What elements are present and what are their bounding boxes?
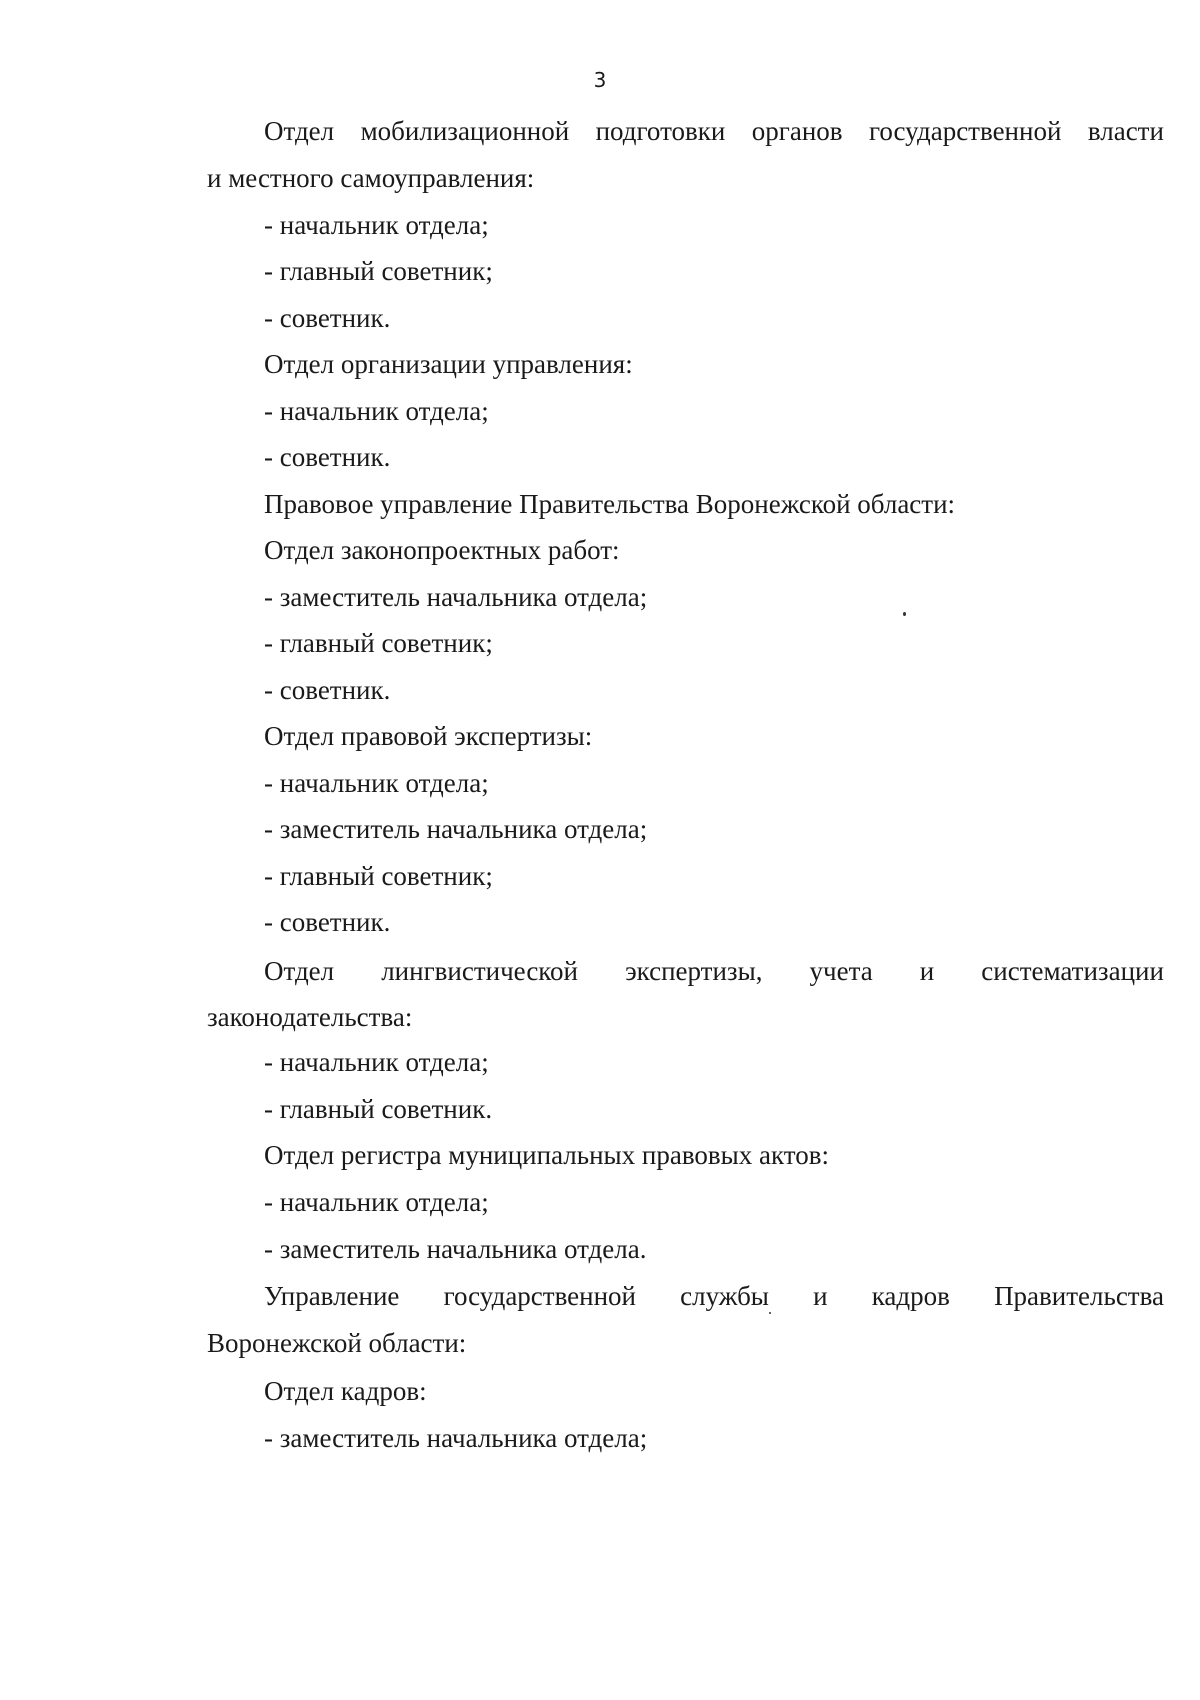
list-item: - главный советник. (264, 1094, 493, 1124)
list-item: - начальник отдела; (264, 210, 489, 240)
word: Управление (264, 1281, 400, 1311)
section-heading (264, 958, 1164, 985)
section-heading: Отдел законопроектных работ: (264, 535, 620, 565)
section-heading: Отдел регистра муниципальных правовых актов: (264, 1140, 829, 1170)
word: систематизации (981, 956, 1164, 986)
paragraph-line (264, 118, 1164, 145)
list-item: - заместитель начальника отдела. (264, 1234, 647, 1264)
word: власти (1087, 116, 1164, 146)
word: и (919, 956, 935, 986)
word: Отдел (264, 116, 335, 146)
list-item: - советник. (264, 675, 391, 705)
list-item: - главный советник; (264, 628, 493, 658)
list-item: - начальник отдела; (264, 1047, 489, 1077)
word: Отдел (264, 956, 335, 986)
list-item: - советник. (264, 442, 391, 472)
list-item: - начальник отдела; (264, 396, 489, 426)
word: и (813, 1281, 828, 1311)
list-item: - главный советник; (264, 861, 493, 891)
section-heading (264, 1283, 1164, 1310)
paragraph-line: Воронежской области: (207, 1328, 467, 1358)
word: кадров (871, 1281, 950, 1311)
scan-speck (903, 612, 906, 616)
paragraph-line: законодательства: (207, 1002, 413, 1032)
list-item: - советник. (264, 907, 391, 937)
word: экспертизы, (625, 956, 763, 986)
list-item: - заместитель начальника отдела; (264, 582, 648, 612)
section-heading: Правовое управление Правительства Воронежской области: (264, 489, 956, 519)
list-item: - советник. (264, 303, 391, 333)
word: государственной (868, 116, 1062, 146)
scan-speck (769, 1312, 771, 1314)
page-number: 3 (593, 68, 607, 92)
word: подготовки (595, 116, 726, 146)
section-heading: Отдел организации управления: (264, 349, 633, 379)
list-item: - главный советник; (264, 256, 493, 286)
word: государственной (443, 1281, 637, 1311)
word: Правительства (994, 1281, 1164, 1311)
list-item: - заместитель начальника отдела; (264, 814, 648, 844)
word: лингвистической (381, 956, 578, 986)
word: учета (809, 956, 873, 986)
paragraph-line: и местного самоуправления: (207, 163, 535, 193)
list-item: - начальник отдела; (264, 1187, 489, 1217)
section-heading: Отдел кадров: (264, 1376, 427, 1406)
word: службы (680, 1281, 769, 1311)
word: мобилизационной (360, 116, 570, 146)
list-item: - заместитель начальника отдела; (264, 1423, 648, 1453)
word: органов (751, 116, 843, 146)
list-item: - начальник отдела; (264, 768, 489, 798)
section-heading: Отдел правовой экспертизы: (264, 721, 593, 751)
